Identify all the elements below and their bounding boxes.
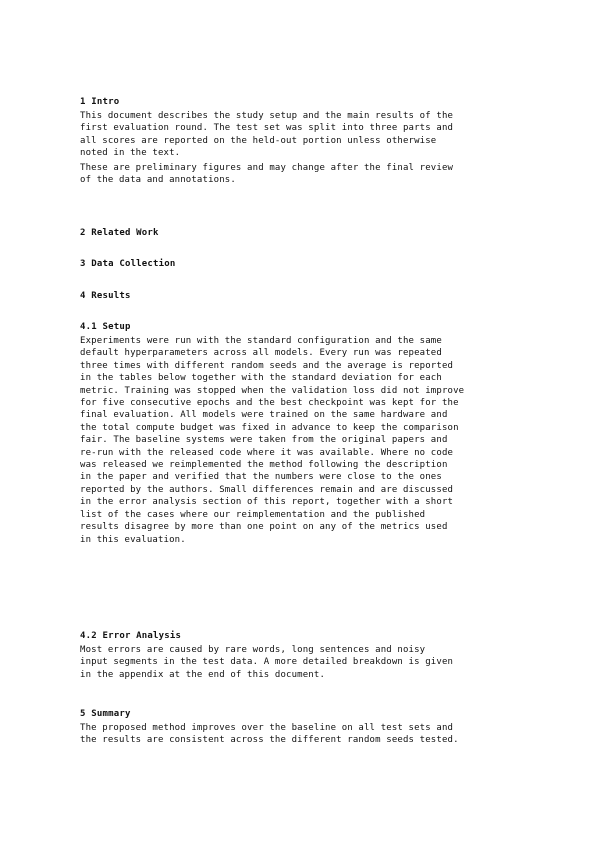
section-heading: 2 Related Work: [80, 228, 159, 238]
section-summary: [80, 708, 512, 747]
section-paragraph: Experiments were run with the standard configuration and the same default hyperparameters across all models. Every run was repeated three times with different random seeds and the average is reported in the tables below together with the standard deviation for each metric. Training was stopped when the validation loss did not improve for five consecutive epochs and the best checkpoint was kept for the final evaluation. All models were trained on the same hardware and the total compute budget was fixed in advance to keep the comparison fair. The baseline systems were taken from the original papers and re-run with the released code where it was available. Where no code was released we reimplemented the method following the description in the paper and verified that the numbers were close to the ones reported by the authors. Small differences remain and are discussed in the error analysis section of this report, together with a short list of the cases where our reimplementation and the published results disagree by more than one point on any of the metrics used in this evaluation.: [80, 336, 465, 545]
section-paragraph: The proposed method improves over the baseline on all test sets and the results are consistent across the different random seeds tested.: [80, 723, 459, 746]
section-intro: [80, 96, 512, 186]
section-setup: [80, 321, 512, 546]
section-heading: 3 Data Collection: [80, 259, 176, 269]
section-error-analysis: [80, 630, 512, 681]
section-heading: 4 Results: [80, 291, 131, 301]
section-heading: 4.2 Error Analysis: [80, 631, 182, 641]
section-results: [80, 290, 512, 302]
section-paragraph: These are preliminary figures and may change after the final review of the data and annotations.: [80, 162, 454, 186]
section-paragraph: Most errors are caused by rare words, long sentences and noisy input segments in the test data. A more detailed breakdown is given in the appendix at the end of this document.: [80, 645, 454, 680]
section-related-work: [80, 227, 512, 239]
section-data-collection: [80, 258, 512, 270]
section-heading: 4.1 Setup: [80, 322, 131, 332]
section-heading: 1 Intro: [80, 97, 120, 107]
section-heading: 5 Summary: [80, 709, 131, 719]
section-paragraph: This document describes the study setup and the main results of the first evaluation round. The test set was split into three parts and all scores are reported on the held-out portion unless otherwise noted in the text.: [80, 111, 454, 159]
